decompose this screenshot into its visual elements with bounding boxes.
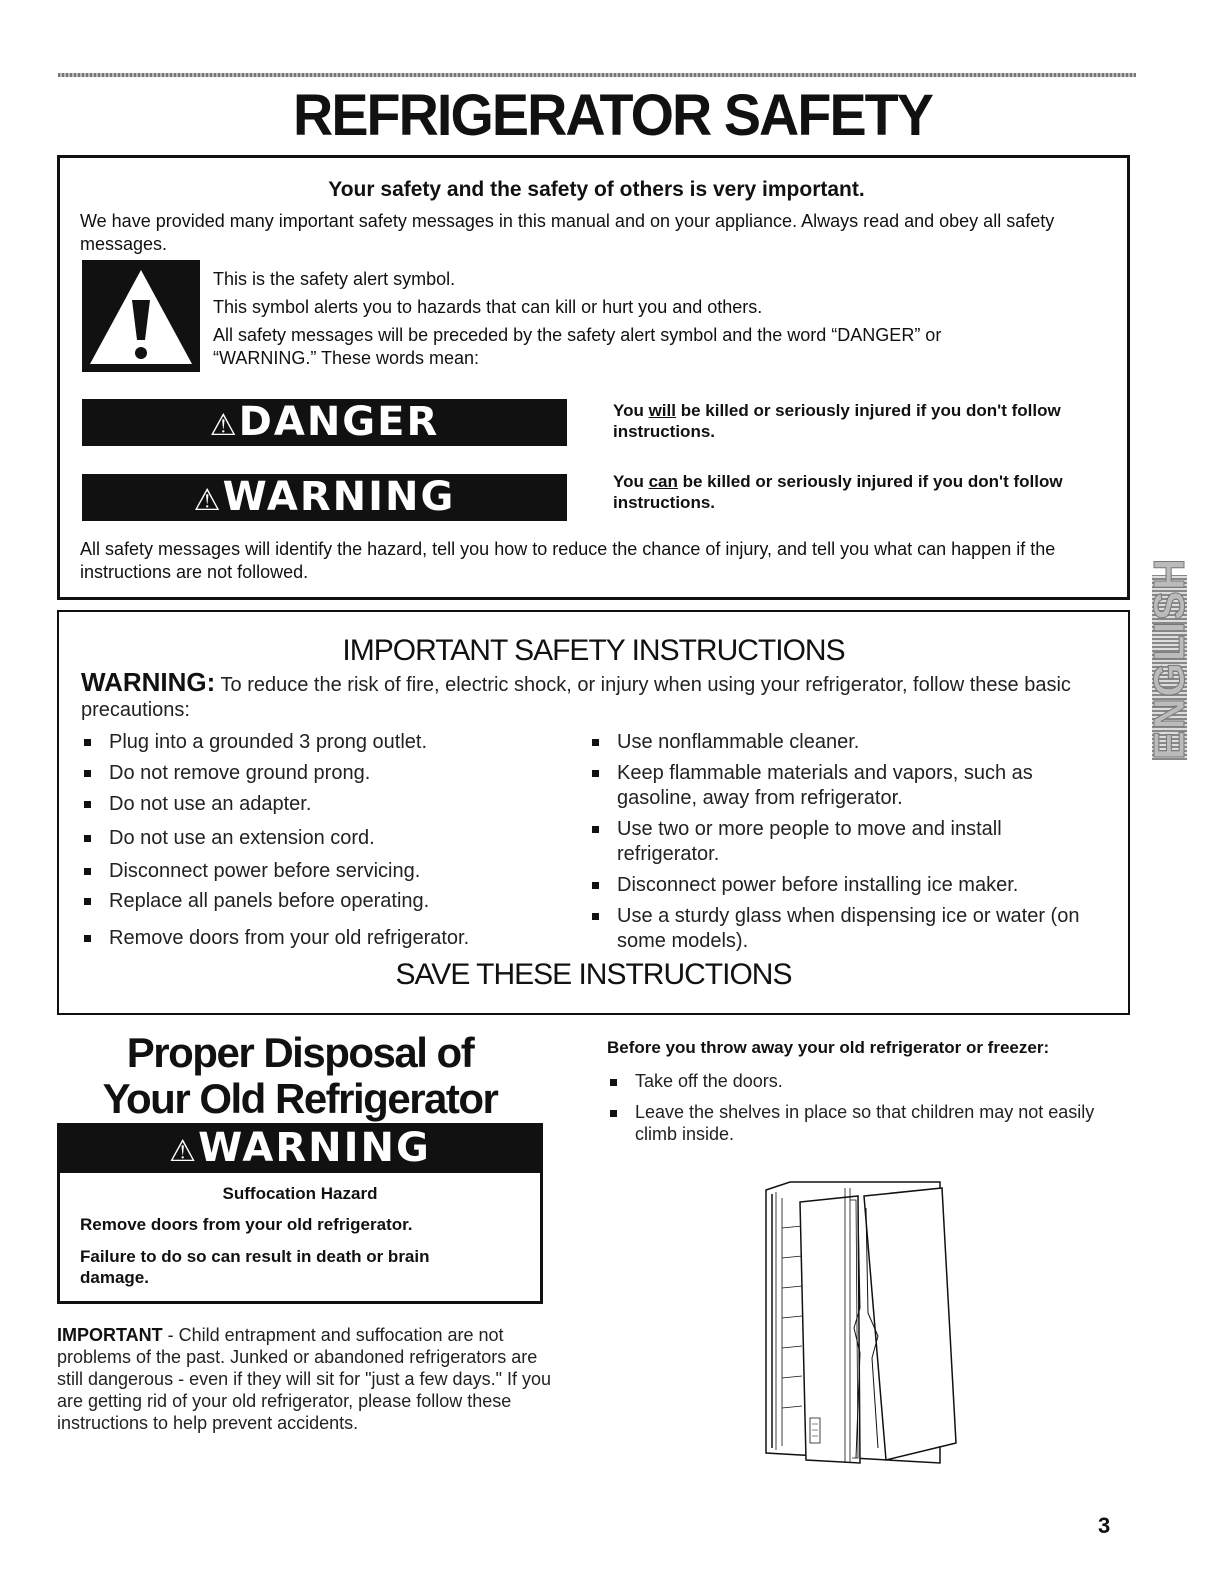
warning-label: WARNING bbox=[222, 474, 456, 520]
danger-label: DANGER bbox=[238, 399, 440, 445]
save-instructions: SAVE THESE INSTRUCTIONS bbox=[395, 958, 792, 991]
important-paragraph bbox=[57, 1324, 567, 1434]
instructions-heading: IMPORTANT SAFETY INSTRUCTIONS bbox=[342, 634, 845, 667]
list-item: Use nonflammable cleaner. bbox=[589, 730, 1109, 755]
list-item: Disconnect power before installing ice maker. bbox=[589, 873, 1109, 898]
alert-triangle-icon: ⚠ bbox=[169, 1134, 199, 1169]
danger-text-post: be killed or seriously injured if you don't follow instructions. bbox=[613, 401, 1061, 441]
warning-banner bbox=[82, 474, 567, 521]
page-number: 3 bbox=[1098, 1513, 1111, 1538]
hazard-title: Suffocation Hazard bbox=[222, 1184, 378, 1203]
list-item: Remove doors from your old refrigerator. bbox=[81, 926, 561, 951]
language-tab-label: ENGLISH bbox=[1145, 557, 1194, 760]
list-item: Do not remove ground prong. bbox=[81, 761, 561, 786]
safety-intro-box bbox=[57, 155, 1130, 600]
safety-footer: All safety messages will identify the hazard, tell you how to reduce the chance of injury, and tell you what can happen if the instructions are not followed. bbox=[80, 539, 1056, 582]
important-text: - Child entrapment and suffocation are not problems of the past. Junked or abandoned refrigerators are still dangerous - even if they will sit for "just a few days." If you are getting rid of your old refrigerator, please follow these instructions to help prevent accidents. bbox=[57, 1325, 551, 1433]
list-item: Plug into a grounded 3 prong outlet. bbox=[81, 730, 561, 755]
list-item: Take off the doors. bbox=[607, 1070, 1107, 1092]
disposal-title-line-2: Your Old Refrigerator bbox=[102, 1075, 498, 1122]
hazard-line-1: Remove doors from your old refrigerator. bbox=[80, 1215, 413, 1234]
list-item: Disconnect power before servicing. bbox=[81, 859, 561, 884]
instructions-box bbox=[57, 610, 1130, 1015]
safety-intro: We have provided many important safety messages in this manual and on your appliance. Always read and obey all safety messages. bbox=[80, 211, 1055, 254]
symbol-line-3: All safety messages will be preceded by the safety alert symbol and the word “DANGER” or “WARNING.” These words mean: bbox=[213, 325, 942, 368]
warning-text-em: can bbox=[648, 472, 678, 491]
alert-triangle-icon: ⚠ bbox=[193, 483, 223, 518]
warning-text: To reduce the risk of fire, electric shock, or injury when using your refrigerator, follow these basic precautions: bbox=[81, 674, 1071, 721]
safety-heading: Your safety and the safety of others is very important. bbox=[328, 178, 865, 201]
danger-text-em: will bbox=[648, 401, 676, 420]
before-heading: Before you throw away your old refrigerator or freezer: bbox=[607, 1038, 1050, 1057]
danger-text-pre: You bbox=[613, 401, 649, 420]
disposal-warning-label: WARNING bbox=[198, 1125, 431, 1171]
warning-meaning bbox=[613, 471, 1093, 513]
top-rule bbox=[58, 73, 1136, 77]
page-title: REFRIGERATOR SAFETY bbox=[293, 83, 932, 148]
warning-text-pre: You bbox=[613, 472, 649, 491]
alert-triangle-icon: ⚠ bbox=[209, 408, 239, 443]
list-item: Use two or more people to move and install refrigerator. bbox=[589, 817, 1037, 867]
hazard-line-2: Failure to do so can result in death or brain damage. bbox=[80, 1247, 430, 1287]
list-item: Do not use an extension cord. bbox=[81, 826, 561, 851]
symbol-line-1: This is the safety alert symbol. bbox=[213, 269, 456, 289]
safety-alert-icon bbox=[82, 260, 200, 372]
list-item: Replace all panels before operating. bbox=[81, 889, 561, 914]
list-item: Keep flammable materials and vapors, such as gasoline, away from refrigerator. bbox=[589, 761, 1109, 811]
danger-meaning bbox=[613, 400, 1093, 442]
list-item: Use a sturdy glass when dispensing ice or water (on some models). bbox=[589, 904, 1109, 954]
disposal-title-line-1: Proper Disposal of bbox=[126, 1029, 474, 1076]
instructions-warning bbox=[81, 667, 1101, 723]
right-bullet-list bbox=[589, 730, 1109, 954]
disposal-warning-banner bbox=[57, 1123, 543, 1173]
refrigerator-illustration bbox=[760, 1178, 960, 1468]
list-item: Leave the shelves in place so that children may not easily climb inside. bbox=[607, 1101, 1107, 1145]
disposal-title bbox=[80, 1030, 520, 1122]
warning-text-post: be killed or seriously injured if you don't follow instructions. bbox=[613, 472, 1063, 512]
disposal-steps bbox=[607, 1070, 1107, 1145]
symbol-line-2: This symbol alerts you to hazards that can kill or hurt you and others. bbox=[213, 297, 763, 317]
important-word: IMPORTANT bbox=[57, 1325, 163, 1345]
list-item: Do not use an adapter. bbox=[81, 792, 561, 817]
warning-word: WARNING: bbox=[81, 667, 216, 697]
left-bullet-list bbox=[81, 730, 561, 951]
danger-banner bbox=[82, 399, 567, 446]
